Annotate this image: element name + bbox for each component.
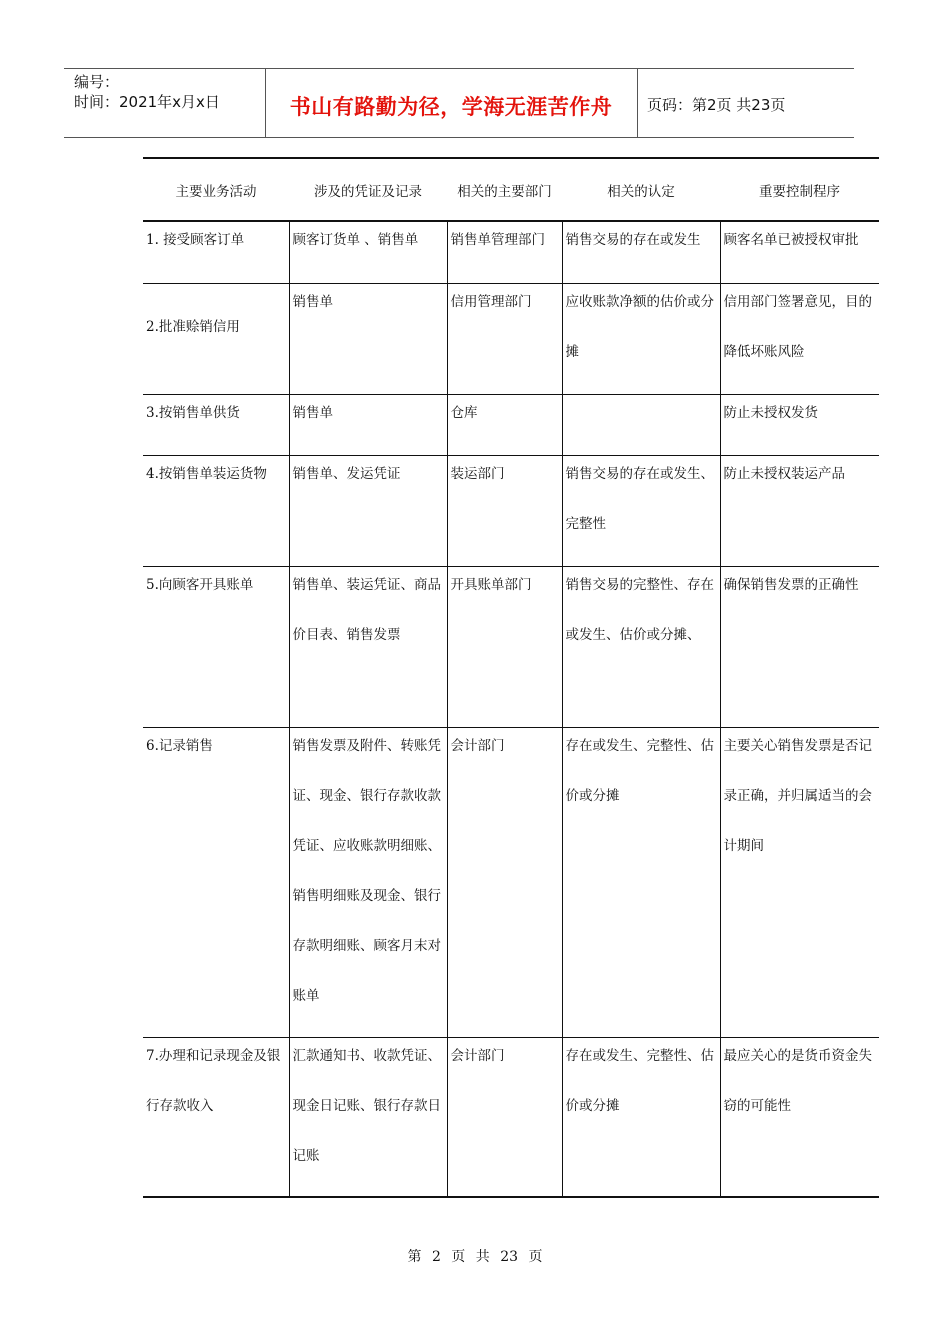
table-cell: 汇款通知书、收款凭证、现金日记账、银行存款日记账	[289, 1037, 447, 1197]
column-header-activity: 主要业务活动	[143, 158, 289, 221]
table-cell: 销售单	[289, 394, 447, 455]
table-cell: 7.办理和记录现金及银行存款收入	[143, 1037, 289, 1197]
column-header-departments: 相关的主要部门	[447, 158, 562, 221]
table-row	[143, 283, 879, 394]
table-row	[143, 221, 879, 283]
table-cell: 防止未授权发货	[720, 394, 879, 455]
table-row	[143, 394, 879, 455]
table-cell: 仓库	[447, 394, 562, 455]
table-cell: 会计部门	[447, 1037, 562, 1197]
column-header-controls: 重要控制程序	[720, 158, 879, 221]
table-cell: 防止未授权装运产品	[720, 455, 879, 566]
table-cell	[562, 394, 720, 455]
document-number-label: 编号：	[74, 73, 120, 91]
table-cell: 会计部门	[447, 727, 562, 1037]
table-cell: 1. 接受顾客订单	[143, 221, 289, 283]
table-cell: 确保销售发票的正确性	[720, 566, 879, 727]
table-cell: 存在或发生、完整性、估价或分摊	[562, 727, 720, 1037]
table-cell: 销售单管理部门	[447, 221, 562, 283]
header-meta-cell	[64, 69, 266, 137]
table-cell: 最应关心的是货币资金失窃的可能性	[720, 1037, 879, 1197]
table-cell: 应收账款净额的估价或分摊	[562, 283, 720, 394]
table-cell: 顾客订货单 、销售单	[289, 221, 447, 283]
table-row	[143, 1037, 879, 1197]
table-row	[143, 727, 879, 1037]
table-cell: 装运部门	[447, 455, 562, 566]
table-cell: 6.记录销售	[143, 727, 289, 1037]
header-motto-cell	[265, 69, 638, 137]
table-cell: 销售单、发运凭证	[289, 455, 447, 566]
table-cell: 信用管理部门	[447, 283, 562, 394]
table-cell: 销售单	[289, 283, 447, 394]
document-time-label: 时间：2021年x月x日	[74, 93, 220, 111]
table-row	[143, 455, 879, 566]
table-cell: 销售发票及附件、转账凭证、现金、银行存款收款凭证、应收账款明细账、销售明细账及现金、银行存款明细账、顾客月末对账单	[289, 727, 447, 1037]
table-cell: 信用部门签署意见，目的降低坏账风险	[720, 283, 879, 394]
table-cell: 2.批准赊销信用	[143, 283, 289, 394]
table-cell: 销售交易的存在或发生、完整性	[562, 455, 720, 566]
table-cell: 销售交易的完整性、存在或发生、估价或分摊、	[562, 566, 720, 727]
column-header-assertions: 相关的认定	[562, 158, 720, 221]
column-header-documents: 涉及的凭证及记录	[289, 158, 447, 221]
table-cell: 主要关心销售发票是否记录正确，并归属适当的会计期间	[720, 727, 879, 1037]
table-cell: 4.按销售单装运货物	[143, 455, 289, 566]
page-footer: 第 2 页 共 23 页	[407, 1249, 543, 1265]
table-cell: 开具账单部门	[447, 566, 562, 727]
table-cell: 销售单、装运凭证、商品价目表、销售发票	[289, 566, 447, 727]
table-cell: 存在或发生、完整性、估价或分摊	[562, 1037, 720, 1197]
sales-cycle-table	[143, 157, 879, 1198]
header-page-info: 页码：第2页 共23页	[647, 96, 786, 114]
table-cell: 3.按销售单供货	[143, 394, 289, 455]
table-row	[143, 566, 879, 727]
header-page-cell	[637, 69, 854, 137]
table-cell: 顾客名单已被授权审批	[720, 221, 879, 283]
header-motto: 书山有路勤为径，学海无涯苦作舟	[289, 95, 613, 119]
document-header	[64, 68, 854, 138]
table-cell: 5.向顾客开具账单	[143, 566, 289, 727]
table-header-row	[143, 158, 879, 221]
table-cell: 销售交易的存在或发生	[562, 221, 720, 283]
